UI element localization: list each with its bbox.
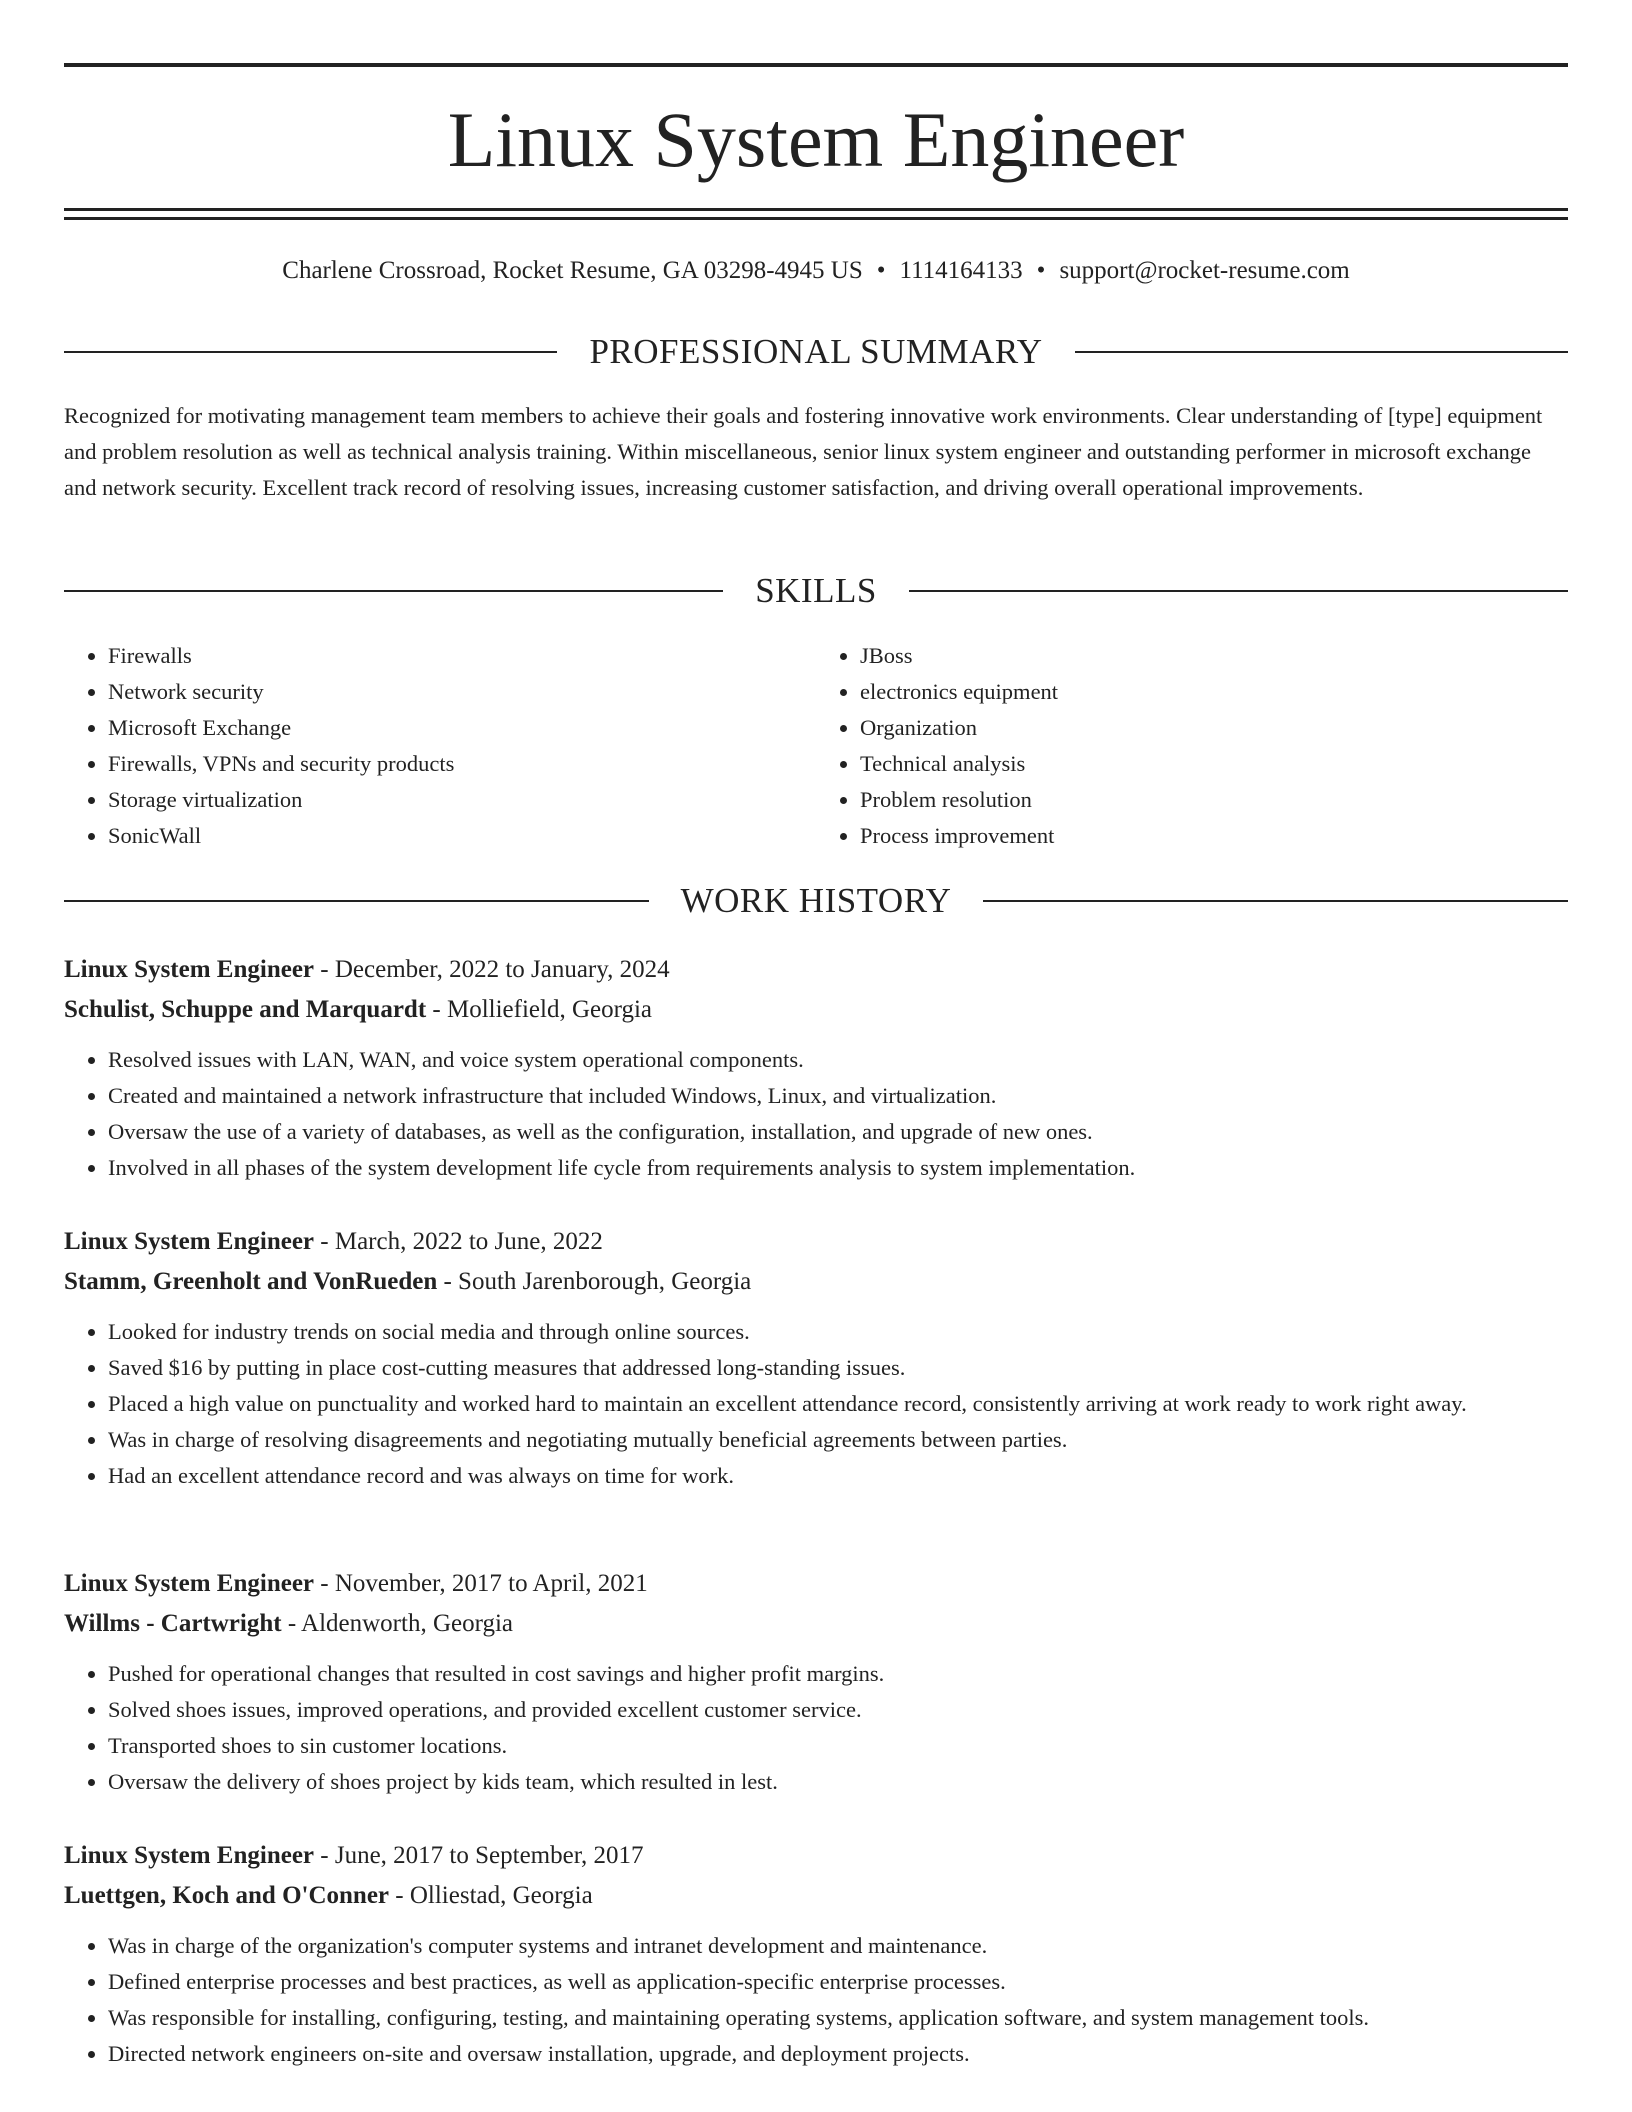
skills-list-right	[816, 638, 1568, 854]
job-bullets	[64, 1042, 1568, 1186]
job-company: Willms - Cartwright	[64, 1610, 282, 1637]
job-bullet: • Was in charge of the organization's computer systems and intranet development and maintenance.	[108, 1928, 1568, 1964]
job-bullet: • Had an excellent attendance record and was always on time for work.	[108, 1458, 1568, 1494]
summary-heading-label: PROFESSIONAL SUMMARY	[589, 332, 1043, 371]
skills-heading	[64, 568, 1568, 614]
job-company: Schulist, Schuppe and Marquardt	[64, 996, 427, 1023]
job-bullets	[64, 1314, 1568, 1494]
job-dates: - December, 2022 to January, 2024	[314, 956, 670, 983]
job-title-line	[64, 1836, 1568, 1876]
job-entry	[64, 950, 1568, 1186]
job-company-line	[64, 1262, 1568, 1302]
skill-item: • Microsoft Exchange	[108, 710, 816, 746]
job-title-line	[64, 950, 1568, 990]
skill-item: • Process improvement	[860, 818, 1568, 854]
skill-item: • Network security	[108, 674, 816, 710]
job-bullet: • Directed network engineers on-site and oversaw installation, upgrade, and deployment projects.	[108, 2036, 1568, 2072]
skills-heading-label: SKILLS	[755, 571, 877, 610]
work-heading	[64, 878, 1568, 924]
contact-phone: 1114164133	[899, 257, 1023, 284]
job-company-line	[64, 1604, 1568, 1644]
skill-item: • Storage virtualization	[108, 782, 816, 818]
job-bullet: • Saved $16 by putting in place cost-cutting measures that addressed long-standing issues.	[108, 1350, 1568, 1386]
skill-item: • Organization	[860, 710, 1568, 746]
job-title: Linux System Engineer	[64, 1228, 315, 1255]
job-title: Linux System Engineer	[64, 956, 315, 983]
job-entry	[64, 1564, 1568, 1800]
job-company-line	[64, 1876, 1568, 1916]
job-title-line	[64, 1222, 1568, 1262]
skill-item: • SonicWall	[108, 818, 816, 854]
heading-rule-right	[1075, 351, 1568, 353]
job-bullet: • Transported shoes to sin customer locations.	[108, 1728, 1568, 1764]
skill-item: • Firewalls	[108, 638, 816, 674]
skill-item: • Technical analysis	[860, 746, 1568, 782]
job-company: Luettgen, Koch and O'Conner	[64, 1882, 390, 1909]
skill-item: • JBoss	[860, 638, 1568, 674]
job-title: Linux System Engineer	[64, 1842, 315, 1869]
skill-item: • Firewalls, VPNs and security products	[108, 746, 816, 782]
top-rule	[64, 63, 1568, 67]
contact-email: support@rocket-resume.com	[1059, 257, 1350, 284]
contact-separator: •	[1036, 257, 1046, 284]
skills-columns	[64, 638, 1568, 854]
job-company-line	[64, 990, 1568, 1030]
contact-line	[64, 254, 1568, 288]
job-bullet: • Looked for industry trends on social media and through online sources.	[108, 1314, 1568, 1350]
job-company: Stamm, Greenholt and VonRueden	[64, 1268, 438, 1295]
work-heading-label: WORK HISTORY	[680, 881, 952, 920]
job-location: - South Jarenborough, Georgia	[437, 1268, 752, 1295]
job-dates: - June, 2017 to September, 2017	[314, 1842, 644, 1869]
summary-text: Recognized for motivating management team members to achieve their goals and fostering innovative work environments. Clear understanding of [type] equipment and problem resolution as well as technical analysis training. Within miscellaneous, senior linux system engineer and outstanding performer in microsoft exchange and network security. Excellent track record of resolving issues, increasing customer satisfaction, and driving overall operational improvements.	[64, 403, 1543, 500]
job-bullet: • Defined enterprise processes and best practices, as well as application-specific enterprise processes.	[108, 1964, 1568, 2000]
job-bullets	[64, 1928, 1568, 2072]
job-bullet: • Was responsible for installing, configuring, testing, and maintaining operating systems, application software, and system management tools.	[108, 2000, 1568, 2036]
job-entry	[64, 1836, 1568, 2072]
heading-rule-left	[64, 351, 557, 353]
job-bullet: • Placed a high value on punctuality and worked hard to maintain an excellent attendance record, consistently arriving at work ready to work right away.	[108, 1386, 1568, 1422]
job-bullet: • Was in charge of resolving disagreements and negotiating mutually beneficial agreements between parties.	[108, 1422, 1568, 1458]
job-bullets	[64, 1656, 1568, 1800]
job-bullet: • Created and maintained a network infrastructure that included Windows, Linux, and virtualization.	[108, 1078, 1568, 1114]
job-bullet: • Solved shoes issues, improved operations, and provided excellent customer service.	[108, 1692, 1568, 1728]
job-bullet: • Resolved issues with LAN, WAN, and voice system operational components.	[108, 1042, 1568, 1078]
job-title: Linux System Engineer	[64, 1570, 315, 1597]
heading-rule-right	[983, 900, 1568, 902]
resume-title: Linux System Engineer	[447, 96, 1185, 183]
job-location: - Olliestad, Georgia	[389, 1882, 593, 1909]
contact-address: Charlene Crossroad, Rocket Resume, GA 03298-4945 US	[282, 257, 863, 284]
skill-item: • Problem resolution	[860, 782, 1568, 818]
job-entry	[64, 1222, 1568, 1494]
job-title-line	[64, 1564, 1568, 1604]
job-location: - Aldenworth, Georgia	[281, 1610, 514, 1637]
job-bullet: • Pushed for operational changes that resulted in cost savings and higher profit margins.	[108, 1656, 1568, 1692]
summary-heading	[64, 329, 1568, 375]
heading-rule-left	[64, 900, 649, 902]
job-dates: - November, 2017 to April, 2021	[314, 1570, 648, 1597]
job-dates: - March, 2022 to June, 2022	[314, 1228, 603, 1255]
job-bullet: • Oversaw the use of a variety of databases, as well as the configuration, installation, and upgrade of new ones.	[108, 1114, 1568, 1150]
skills-list-left	[64, 638, 816, 854]
double-rule	[64, 208, 1568, 220]
skill-item: • electronics equipment	[860, 674, 1568, 710]
job-bullet: • Oversaw the delivery of shoes project by kids team, which resulted in lest.	[108, 1764, 1568, 1800]
heading-rule-left	[64, 590, 723, 592]
job-bullet: • Involved in all phases of the system development life cycle from requirements analysis to system implementation.	[108, 1150, 1568, 1186]
heading-rule-right	[909, 590, 1568, 592]
contact-separator: •	[876, 257, 886, 284]
job-location: - Molliefield, Georgia	[426, 996, 653, 1023]
